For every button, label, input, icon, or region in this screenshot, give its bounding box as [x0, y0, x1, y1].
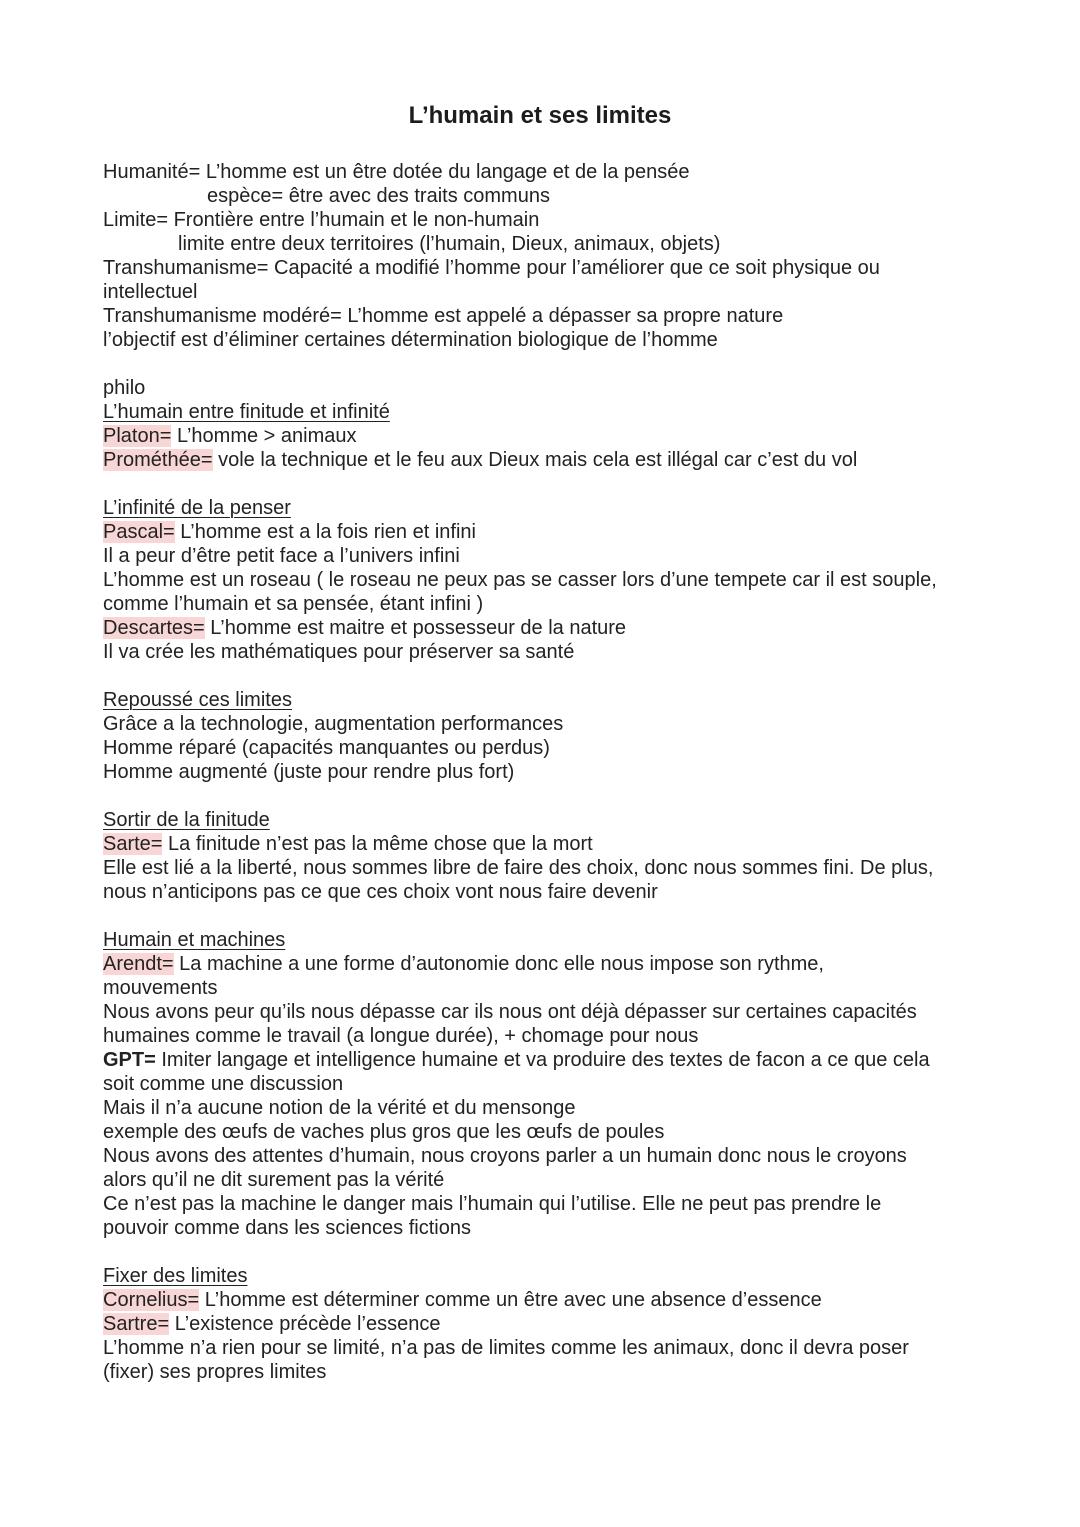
entry-arendt: Arendt= La machine a une forme d’autonomie donc elle nous impose son rythme, — [103, 953, 824, 975]
term-sartre: Sartre= — [103, 1313, 170, 1335]
section-heading-finitude-infinite: L’humain entre finitude et infinité — [103, 401, 390, 423]
text-line: exemple des œufs de vaches plus gros que les œufs de poules — [103, 1121, 665, 1143]
text-line: humaines comme le travail (a longue durée), + chomage pour nous — [103, 1025, 699, 1047]
page-title: L’humain et ses limites — [408, 102, 672, 129]
section-heading-infinite-penser: L’infinité de la penser — [103, 497, 291, 519]
entry-sarte: Sarte= La finitude n’est pas la même chose que la mort — [103, 833, 593, 855]
text-line: Homme augmenté (juste pour rendre plus fort) — [103, 761, 515, 783]
section-heading-humain-machines: Humain et machines — [103, 929, 286, 951]
term-pascal: Pascal= — [103, 521, 175, 543]
term-descartes: Descartes= — [103, 617, 205, 639]
text-line: Il va crée les mathématiques pour préserver sa santé — [103, 641, 575, 663]
text-line: L’homme n’a rien pour se limité, n’a pas de limites comme les animaux, donc il devra poser — [103, 1337, 909, 1359]
entry-cornelius: Cornelius= L’homme est déterminer comme un être avec une absence d’essence — [103, 1289, 822, 1311]
def-humanite: Humanité= L’homme est un être dotée du langage et de la pensée — [103, 161, 690, 183]
document-body — [103, 160, 983, 1384]
text-line: Nous avons des attentes d’humain, nous croyons parler a un humain donc nous le croyons — [103, 1145, 907, 1167]
text-line: mouvements — [103, 977, 218, 999]
text-line: Homme réparé (capacités manquantes ou perdus) — [103, 737, 550, 759]
text-line: (fixer) ses propres limites — [103, 1361, 327, 1383]
def-objectif: l’objectif est d’éliminer certaines détermination biologique de l’homme — [103, 329, 718, 351]
term-cornelius: Cornelius= — [103, 1289, 200, 1311]
entry-pascal: Pascal= L’homme est a la fois rien et infini — [103, 521, 476, 543]
term-arendt: Arendt= — [103, 953, 174, 975]
term-promethee: Prométhée= — [103, 449, 213, 471]
section-heading-repousse: Repoussé ces limites — [103, 689, 292, 711]
text-line: L’homme est un roseau ( le roseau ne peux pas se casser lors d’une tempete car il est souple, — [103, 569, 937, 591]
def-limite-sub: limite entre deux territoires (l’humain, Dieux, animaux, objets) — [178, 233, 721, 255]
text-line: Elle est lié a la liberté, nous sommes libre de faire des choix, donc nous sommes fini. De plus, — [103, 857, 934, 879]
text-line: Mais il n’a aucune notion de la vérité et du mensonge — [103, 1097, 576, 1119]
text-line: alors qu’il ne dit surement pas la vérité — [103, 1169, 445, 1191]
text-line: Nous avons peur qu’ils nous dépasse car ils nous ont déjà dépasser sur certaines capacités — [103, 1001, 917, 1023]
text-line: nous n’anticipons pas ce que ces choix vont nous faire devenir — [103, 881, 658, 903]
text-line: comme l’humain et sa pensée, étant infini ) — [103, 593, 484, 615]
entry-platon: Platon= L’homme > animaux — [103, 425, 357, 447]
section-heading-sortir-finitude: Sortir de la finitude — [103, 809, 270, 831]
def-transhumanisme: Transhumanisme= Capacité a modifié l’homme pour l’améliorer que ce soit physique ou — [103, 257, 880, 279]
entry-promethee: Prométhée= vole la technique et le feu aux Dieux mais cela est illégal car c’est du vol — [103, 449, 858, 471]
label-philo: philo — [103, 377, 146, 399]
def-limite: Limite= Frontière entre l’humain et le non-humain — [103, 209, 540, 231]
text-line: Il a peur d’être petit face a l’univers infini — [103, 545, 460, 567]
text-line: pouvoir comme dans les sciences fictions — [103, 1217, 471, 1239]
text-line: Ce n’est pas la machine le danger mais l’humain qui l’utilise. Elle ne peut pas prendre le — [103, 1193, 882, 1215]
text-line: Grâce a la technologie, augmentation performances — [103, 713, 564, 735]
entry-descartes: Descartes= L’homme est maitre et possesseur de la nature — [103, 617, 627, 639]
entry-gpt: GPT= Imiter langage et intelligence humaine et va produire des textes de facon a ce que cela — [103, 1049, 930, 1071]
section-heading-fixer-limites: Fixer des limites — [103, 1265, 248, 1287]
term-gpt: GPT= — [103, 1049, 156, 1071]
def-transhumanisme-cont: intellectuel — [103, 281, 198, 303]
entry-sartre: Sartre= L’existence précède l’essence — [103, 1313, 441, 1335]
def-transhumanisme-modere: Transhumanisme modéré= L’homme est appelé a dépasser sa propre nature — [103, 305, 784, 327]
term-limite: Limite= — [103, 209, 169, 231]
def-espece: espèce= être avec des traits communs — [207, 185, 550, 207]
term-sarte: Sarte= — [103, 833, 163, 855]
text-line: soit comme une discussion — [103, 1073, 344, 1095]
term-humanite: Humanité= — [103, 161, 201, 183]
term-platon: Platon= — [103, 425, 172, 447]
